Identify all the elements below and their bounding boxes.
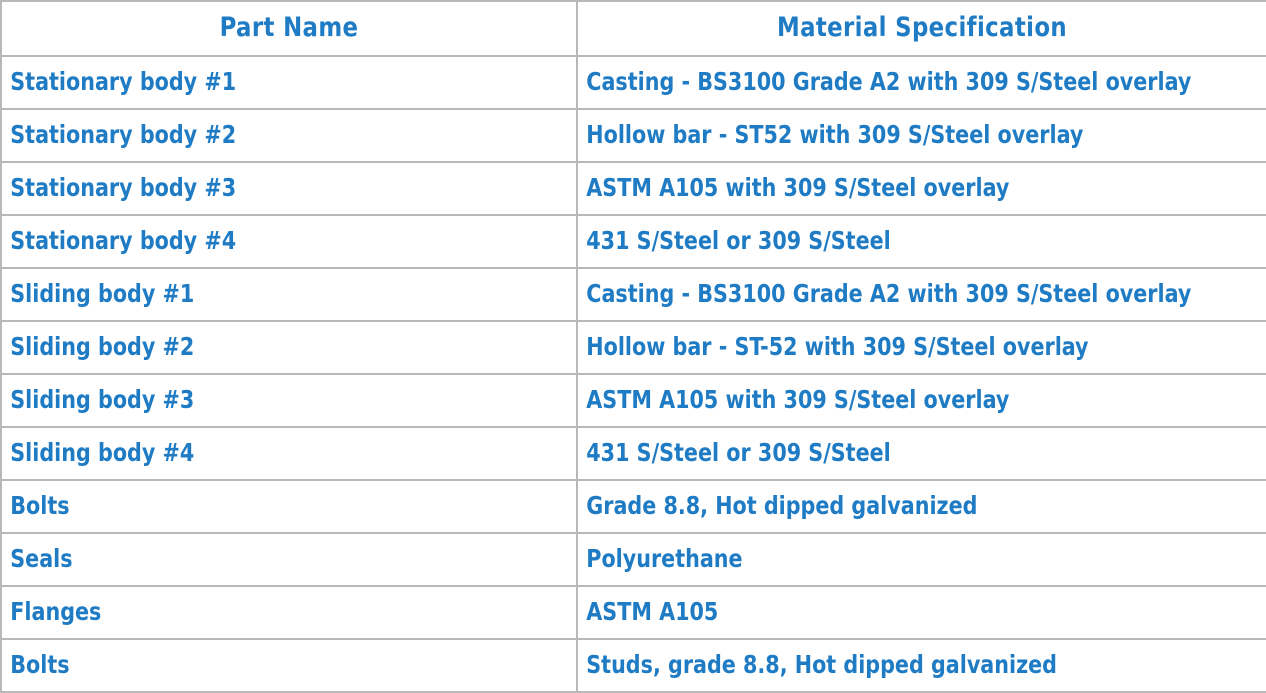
cell-material-specification xyxy=(577,374,1266,427)
material-specification-text: Hollow bar - ST-52 with 309 S/Steel overlay xyxy=(586,332,1089,362)
cell-material-specification xyxy=(577,109,1266,162)
cell-material-specification xyxy=(577,162,1266,215)
part-name-text: Bolts xyxy=(10,491,70,521)
column-header-material-specification xyxy=(577,1,1266,56)
table-row xyxy=(1,586,1266,639)
material-specification-text: ASTM A105 with 309 S/Steel overlay xyxy=(586,385,1010,415)
material-specification-text: ASTM A105 xyxy=(586,597,719,627)
table-header xyxy=(1,1,1266,56)
cell-part-name xyxy=(1,639,577,692)
part-name-text: Flanges xyxy=(10,597,102,627)
cell-material-specification xyxy=(577,427,1266,480)
part-name-text: Seals xyxy=(10,544,73,574)
cell-part-name xyxy=(1,427,577,480)
part-name-text: Stationary body #1 xyxy=(10,67,237,97)
cell-part-name xyxy=(1,215,577,268)
material-specification-text: 431 S/Steel or 309 S/Steel xyxy=(586,438,891,468)
table-row xyxy=(1,374,1266,427)
material-specification-text: Grade 8.8, Hot dipped galvanized xyxy=(586,491,978,521)
column-header-part-name-label: Part Name xyxy=(219,12,359,44)
cell-part-name xyxy=(1,162,577,215)
table-row xyxy=(1,427,1266,480)
cell-part-name xyxy=(1,586,577,639)
cell-material-specification xyxy=(577,533,1266,586)
table-row xyxy=(1,480,1266,533)
table-row xyxy=(1,639,1266,692)
part-name-text: Sliding body #2 xyxy=(10,332,195,362)
material-specification-text: Hollow bar - ST52 with 309 S/Steel overlay xyxy=(586,120,1084,150)
cell-material-specification xyxy=(577,321,1266,374)
material-specification-text: 431 S/Steel or 309 S/Steel xyxy=(586,226,891,256)
part-name-text: Sliding body #1 xyxy=(10,279,195,309)
cell-part-name xyxy=(1,480,577,533)
part-name-text: Stationary body #2 xyxy=(10,120,237,150)
material-specification-text: Studs, grade 8.8, Hot dipped galvanized xyxy=(586,650,1057,680)
table-header-row xyxy=(1,1,1266,56)
column-header-material-specification-label: Material Specification xyxy=(776,12,1068,44)
part-name-text: Bolts xyxy=(10,650,70,680)
cell-part-name xyxy=(1,56,577,109)
column-header-part-name xyxy=(1,1,577,56)
cell-part-name xyxy=(1,374,577,427)
table-row xyxy=(1,268,1266,321)
part-name-text: Sliding body #4 xyxy=(10,438,195,468)
cell-material-specification xyxy=(577,586,1266,639)
cell-material-specification xyxy=(577,215,1266,268)
material-specification-text: Polyurethane xyxy=(586,544,743,574)
cell-material-specification xyxy=(577,480,1266,533)
table-row xyxy=(1,109,1266,162)
material-specification-text: Casting - BS3100 Grade A2 with 309 S/Steel overlay xyxy=(586,279,1192,309)
part-name-text: Stationary body #3 xyxy=(10,173,237,203)
cell-material-specification xyxy=(577,268,1266,321)
cell-part-name xyxy=(1,268,577,321)
table-body xyxy=(1,56,1266,692)
part-name-text: Sliding body #3 xyxy=(10,385,195,415)
table-row xyxy=(1,162,1266,215)
table-row xyxy=(1,533,1266,586)
cell-material-specification xyxy=(577,639,1266,692)
cell-part-name xyxy=(1,109,577,162)
material-specification-text: Casting - BS3100 Grade A2 with 309 S/Steel overlay xyxy=(586,67,1192,97)
table-row xyxy=(1,56,1266,109)
table-row xyxy=(1,215,1266,268)
table-row xyxy=(1,321,1266,374)
cell-part-name xyxy=(1,533,577,586)
part-name-text: Stationary body #4 xyxy=(10,226,237,256)
material-specification-text: ASTM A105 with 309 S/Steel overlay xyxy=(586,173,1010,203)
cell-part-name xyxy=(1,321,577,374)
cell-material-specification xyxy=(577,56,1266,109)
